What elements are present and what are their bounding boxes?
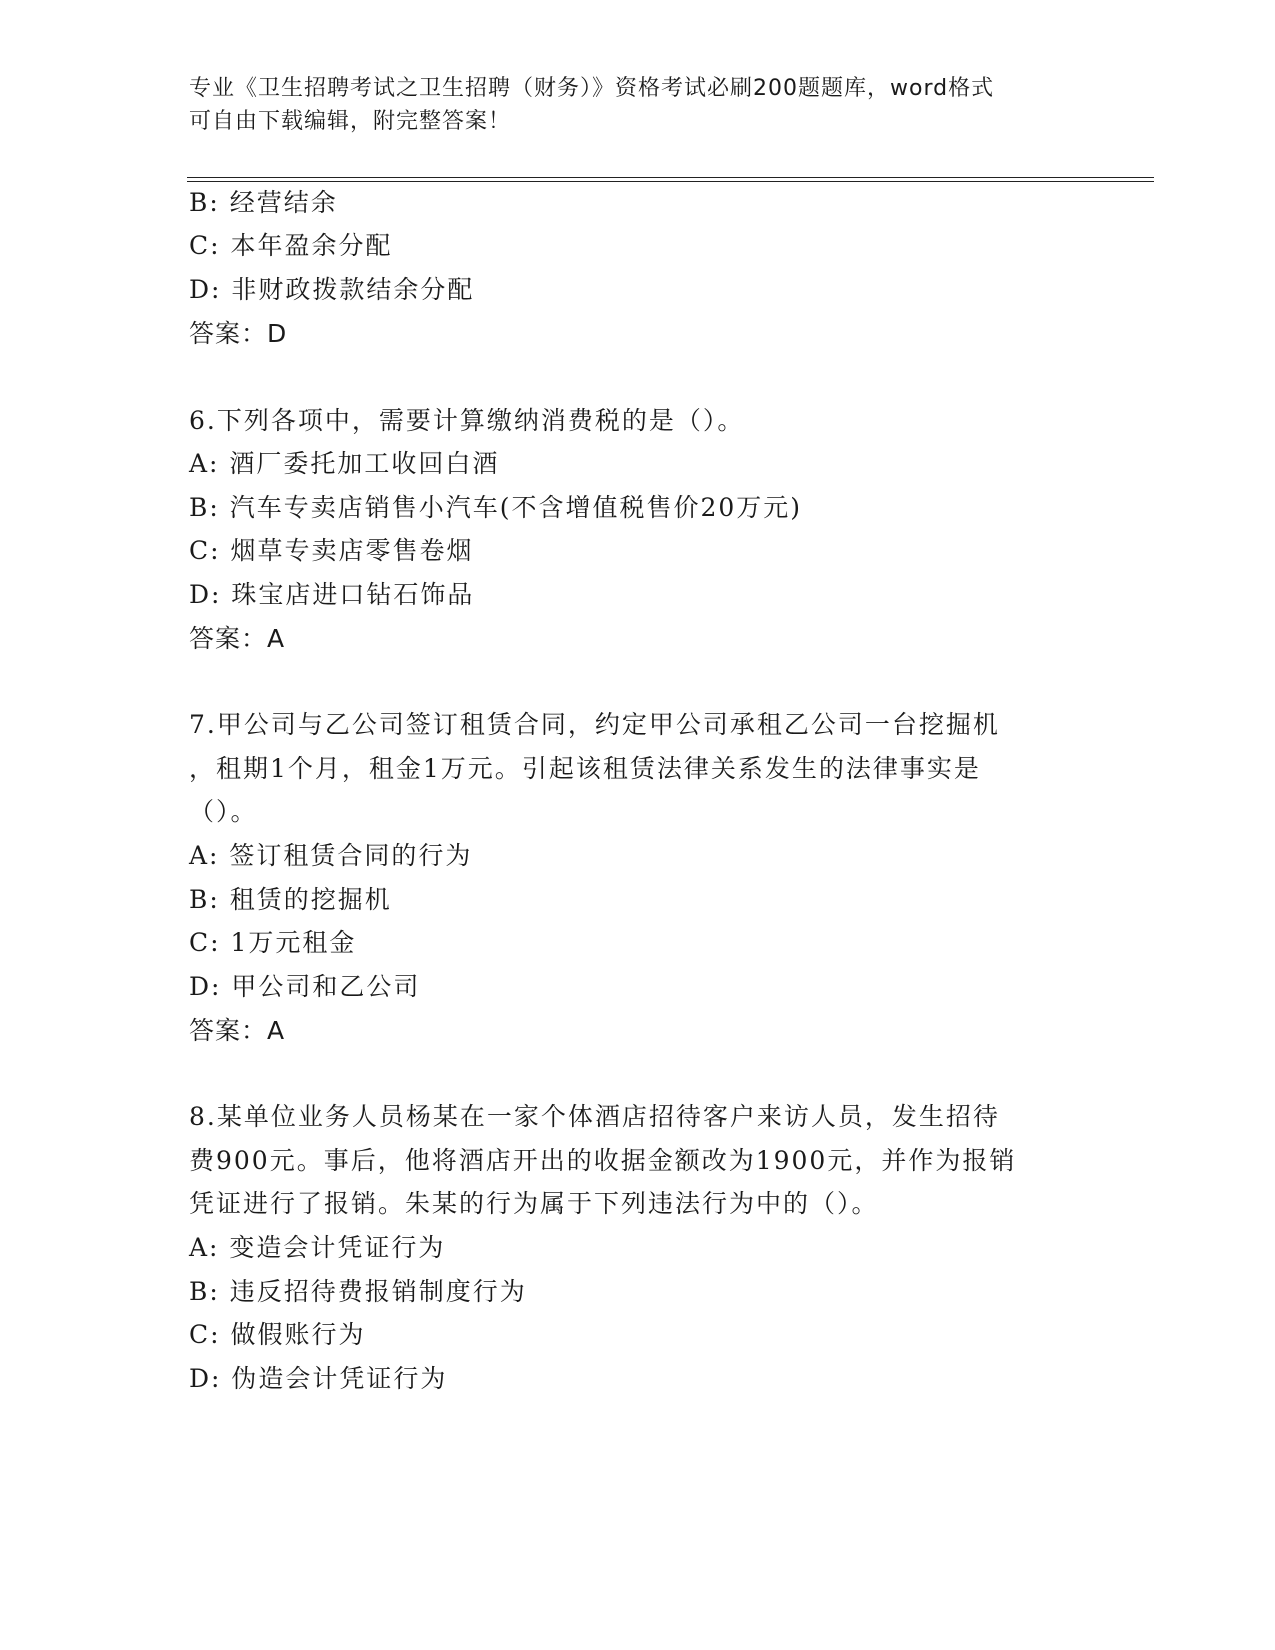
q7-answer: 答案：A: [189, 1016, 286, 1045]
q6-option-d: D: 珠宝店进口钻石饰品: [189, 580, 475, 609]
q6-option-c: C: 烟草专卖店零售卷烟: [189, 536, 474, 565]
q8-question-line-3: 凭证进行了报销。朱某的行为属于下列违法行为中的（）。: [189, 1189, 879, 1218]
header-title-line-1: 专业《卫生招聘考试之卫生招聘（财务）》资格考试必刷200题题库，word格式: [189, 76, 995, 101]
q5-answer: 答案：D: [189, 319, 288, 348]
q7-question-line-3: （）。: [189, 797, 258, 826]
q7-option-a: A: 签订租赁合同的行为: [189, 841, 473, 870]
q7-option-c: C: 1万元租金: [189, 928, 357, 957]
q8-question-line-2: 费900元。事后，他将酒店开出的收据金额改为1900元，并作为报销: [189, 1146, 1017, 1175]
q8-option-a: A: 变造会计凭证行为: [189, 1233, 446, 1262]
q6-answer: 答案：A: [189, 624, 286, 653]
header-title-line-2: 可自由下载编辑，附完整答案！: [189, 109, 512, 134]
q5-option-d: D: 非财政拨款结余分配: [189, 275, 475, 304]
q7-option-d: D: 甲公司和乙公司: [189, 972, 421, 1001]
q8-question-line-1: 8.某单位业务人员杨某在一家个体酒店招待客户来访人员，发生招待: [189, 1102, 1000, 1131]
document-header: [189, 72, 1089, 138]
q7-option-b: B: 租赁的挖掘机: [189, 885, 392, 914]
header-divider: [187, 177, 1154, 182]
q6-question: 6.下列各项中，需要计算缴纳消费税的是（）。: [189, 406, 745, 435]
q5-option-b: B: 经营结余: [189, 188, 338, 217]
q8-option-d: D: 伪造会计凭证行为: [189, 1364, 448, 1393]
q7-question-line-1: 7.甲公司与乙公司签订租赁合同，约定甲公司承租乙公司一台挖掘机: [189, 710, 1000, 739]
q6-option-b: B: 汽车专卖店销售小汽车(不含增值税售价20万元): [189, 493, 803, 522]
q6-option-a: A: 酒厂委托加工收回白酒: [189, 449, 500, 478]
q8-option-b: B: 违反招待费报销制度行为: [189, 1277, 527, 1306]
q5-option-c: C: 本年盈余分配: [189, 231, 393, 260]
q8-option-c: C: 做假账行为: [189, 1320, 366, 1349]
q7-question-line-2: ，租期1个月，租金1万元。引起该租赁法律关系发生的法律事实是: [189, 754, 981, 783]
